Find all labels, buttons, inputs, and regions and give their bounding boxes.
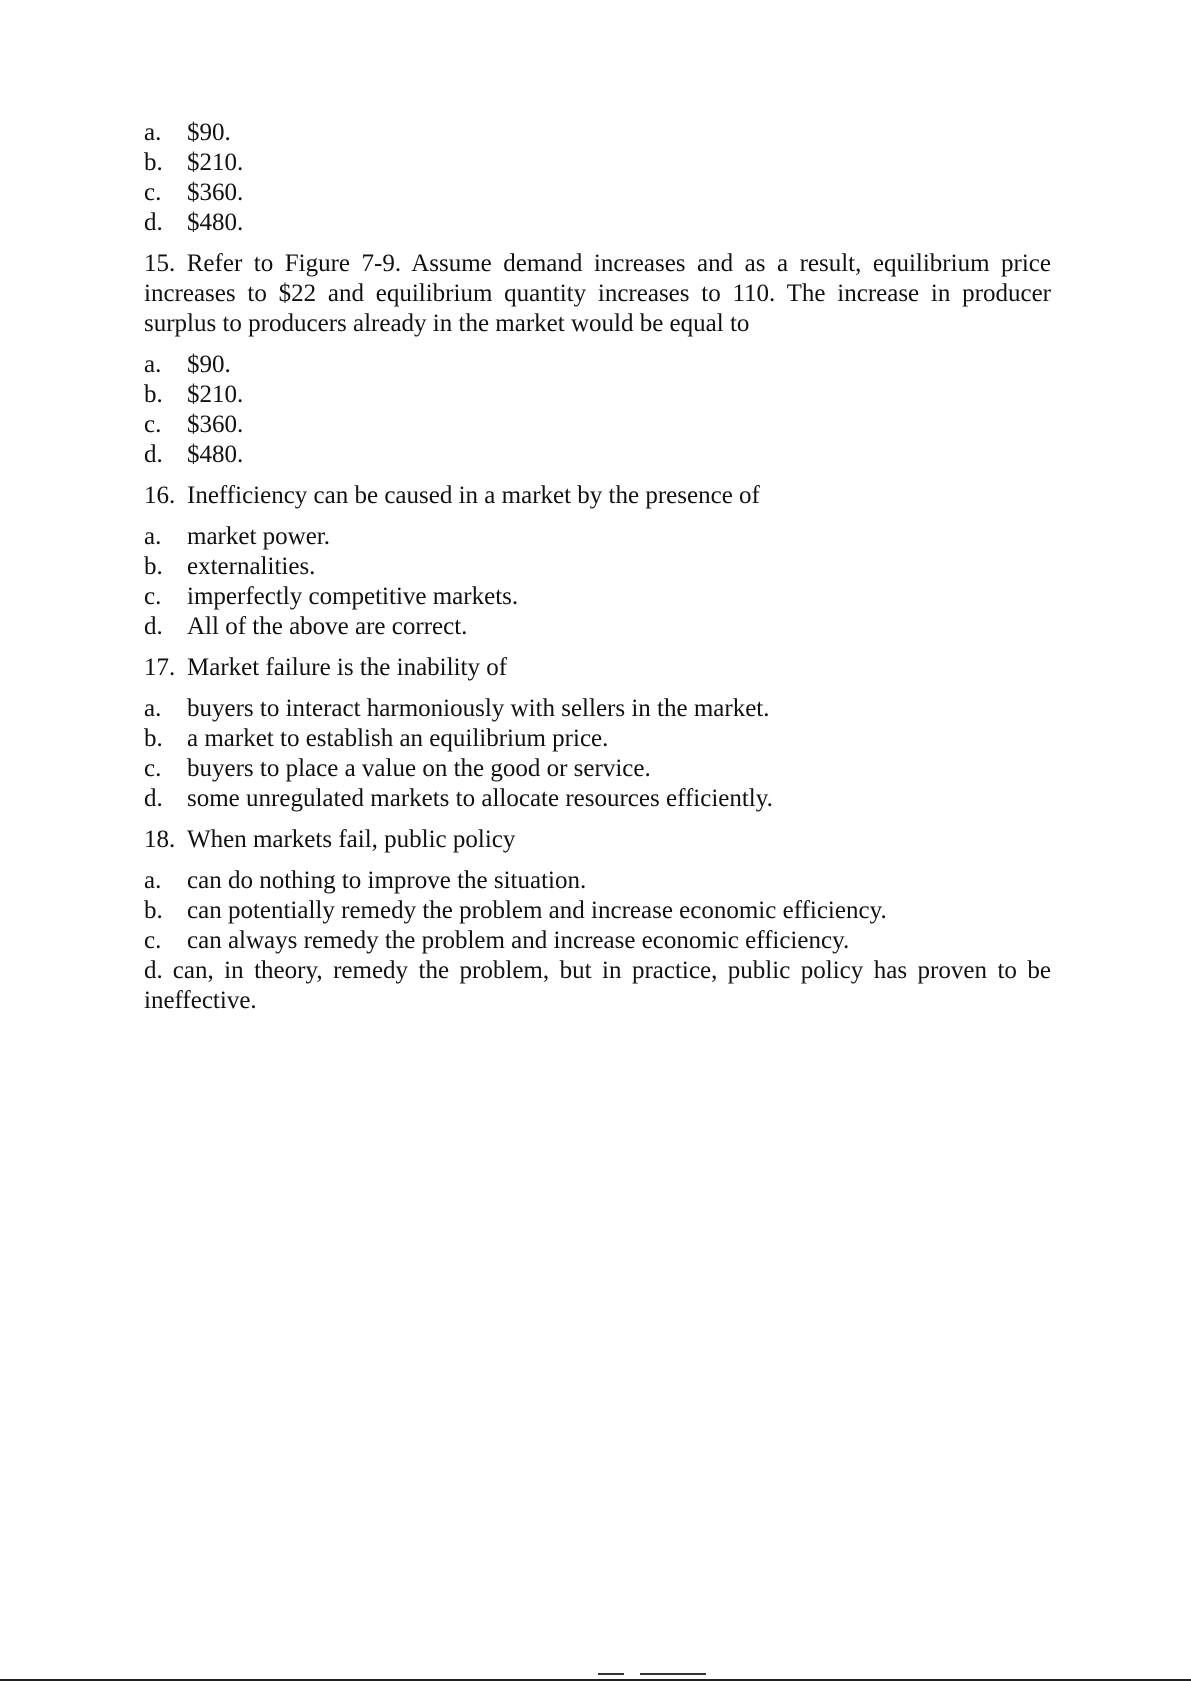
option-letter: c. [144, 411, 162, 438]
option-b [144, 148, 1051, 178]
option-text: $360. [187, 179, 244, 206]
option-d [144, 784, 1051, 814]
question-15-options [144, 350, 1051, 470]
option-letter: c. [144, 179, 162, 206]
option-letter: a. [144, 867, 162, 894]
option-letter: a. [144, 695, 162, 722]
option-text: can do nothing to improve the situation. [187, 867, 587, 894]
option-letter: d. [144, 613, 163, 640]
option-letter: d. [144, 785, 163, 812]
question-18-options [144, 866, 1051, 1016]
option-a [144, 866, 1051, 896]
question-text: Market failure is the inability of [187, 654, 508, 681]
option-letter: b. [144, 725, 163, 752]
option-c [144, 754, 1051, 784]
question-number: 18. [144, 826, 176, 853]
option-text: can, in theory, remedy the problem, but in practice, public policy has proven to be ineffective. [144, 957, 1051, 1014]
option-text: buyers to interact harmoniously with sellers in the market. [187, 695, 770, 722]
question-16-options [144, 522, 1051, 642]
option-text: $480. [187, 441, 244, 468]
option-text: imperfectly competitive markets. [187, 583, 519, 610]
option-text: market power. [187, 523, 331, 550]
option-letter: c. [144, 583, 162, 610]
option-letter: c. [144, 927, 162, 954]
option-text: $90. [187, 119, 231, 146]
option-text: can potentially remedy the problem and increase economic efficiency. [187, 897, 887, 924]
question-15-stem: 15. Refer to Figure 7-9. Assume demand increases and as a result, equilibrium price increases to $22 and equilibrium quantity increases to 110. The increase in producer surplus to producers already in the market would be equal to [144, 250, 1051, 337]
option-text: a market to establish an equilibrium price. [187, 725, 609, 752]
page-bottom-rule [0, 1679, 1191, 1681]
option-letter: d. [144, 441, 163, 468]
option-letter: a. [144, 119, 162, 146]
option-a [144, 522, 1051, 552]
option-text: some unregulated markets to allocate resources efficiently. [187, 785, 773, 812]
option-text: externalities. [187, 553, 316, 580]
option-letter: b. [144, 553, 163, 580]
option-a [144, 694, 1051, 724]
question-number: 16. [144, 482, 176, 509]
option-text: $480. [187, 209, 244, 236]
option-d [144, 440, 1051, 470]
option-d [144, 612, 1051, 642]
option-letter: c. [144, 755, 162, 782]
question-18-stem [144, 825, 1051, 855]
option-letter: b. [144, 381, 163, 408]
option-letter: d. [144, 957, 163, 984]
option-text: $360. [187, 411, 244, 438]
option-c [144, 178, 1051, 208]
option-b [144, 380, 1051, 410]
page-bottom-mark [640, 1673, 706, 1675]
document-page [144, 118, 1051, 1016]
option-text: $90. [187, 351, 231, 378]
option-a [144, 118, 1051, 148]
option-letter: d. [144, 209, 163, 236]
option-text: $210. [187, 381, 244, 408]
question-text: When markets fail, public policy [187, 826, 516, 853]
option-b [144, 552, 1051, 582]
option-letter: b. [144, 897, 163, 924]
option-letter: b. [144, 149, 163, 176]
option-letter: a. [144, 351, 162, 378]
question-17-stem [144, 653, 1051, 683]
option-a [144, 350, 1051, 380]
option-b [144, 896, 1051, 926]
question-16-stem [144, 481, 1051, 511]
option-d [144, 208, 1051, 238]
prev-question-options [144, 118, 1051, 238]
option-b [144, 724, 1051, 754]
question-text: Inefficiency can be caused in a market by the presence of [187, 482, 760, 509]
option-d [144, 956, 1051, 1016]
option-letter: a. [144, 523, 162, 550]
option-text: $210. [187, 149, 244, 176]
question-number: 17. [144, 654, 176, 681]
page-bottom-mark [598, 1673, 624, 1675]
option-c [144, 410, 1051, 440]
option-text: buyers to place a value on the good or service. [187, 755, 651, 782]
option-c [144, 582, 1051, 612]
option-c [144, 926, 1051, 956]
option-text: All of the above are correct. [187, 613, 468, 640]
question-17-options [144, 694, 1051, 814]
option-text: can always remedy the problem and increase economic efficiency. [187, 927, 850, 954]
